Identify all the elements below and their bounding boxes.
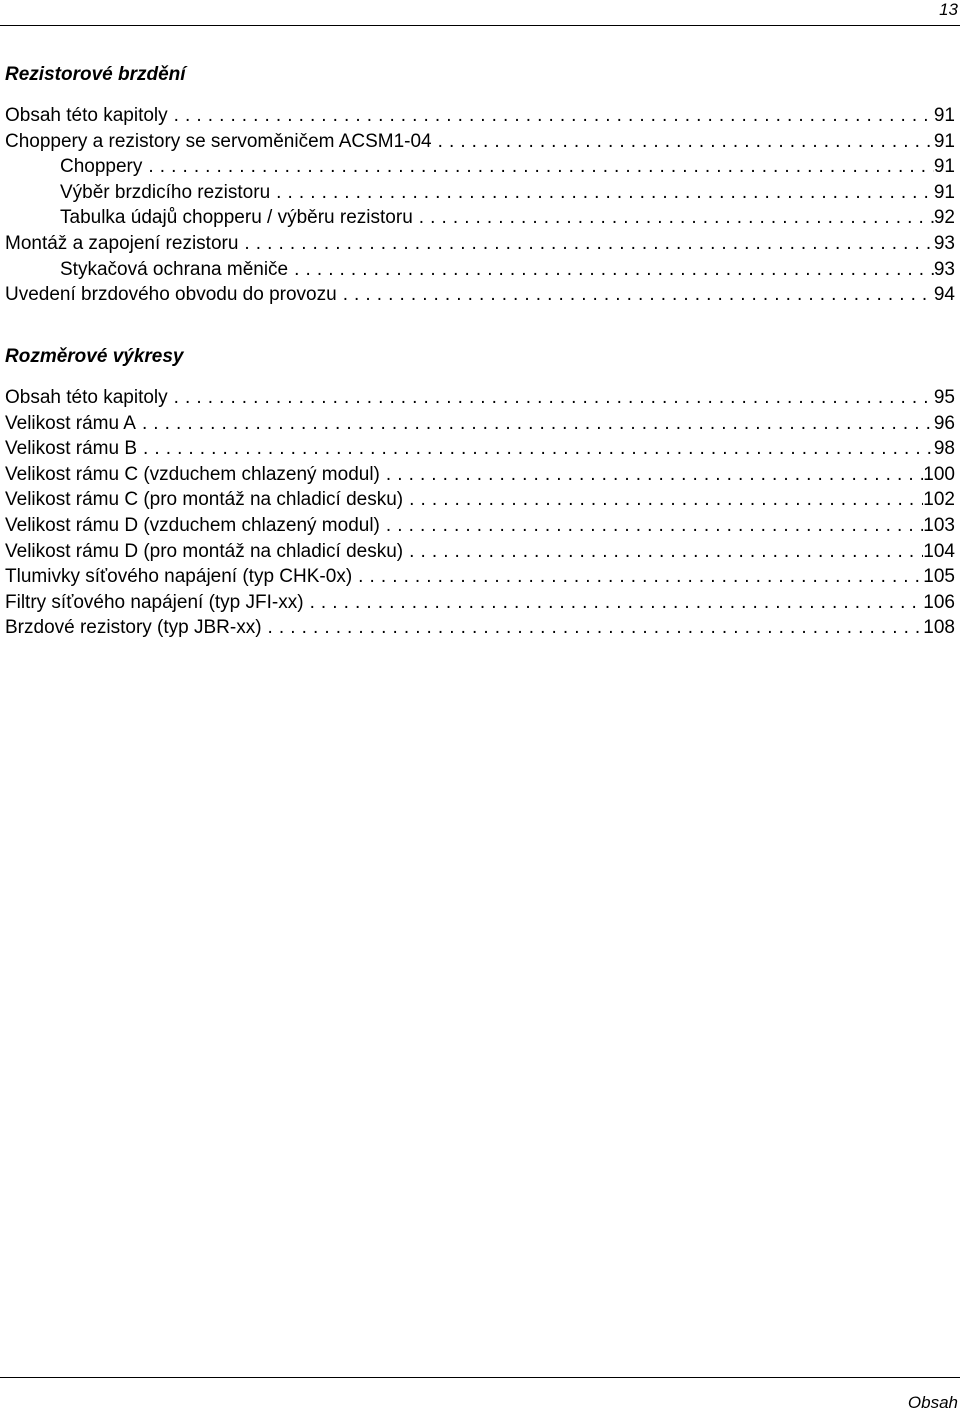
dot-leader bbox=[380, 462, 923, 488]
toc-entry-label: Velikost rámu C (pro montáž na chladicí desku) bbox=[5, 489, 404, 511]
toc-entry-page: 93 bbox=[933, 258, 955, 280]
toc-entry-label: Velikost rámu B bbox=[5, 438, 137, 460]
toc-entry-label: Stykačová ochrana měniče bbox=[60, 258, 289, 280]
toc-entry-label: Obsah této kapitoly bbox=[5, 387, 168, 408]
footer-label: Obsah bbox=[907, 1393, 958, 1412]
toc-entry-label: Výběr brzdicího rezistoru bbox=[60, 181, 271, 203]
toc-entry-page: 94 bbox=[933, 284, 955, 306]
toc-entry-label: Tlumivky síťového napájení (typ CHK-0x) bbox=[5, 566, 353, 588]
toc-entry-page: 103 bbox=[923, 514, 955, 536]
toc-entry-label: Velikost rámu D (pro montáž na chladicí desku) bbox=[5, 540, 404, 562]
toc-entry[interactable] bbox=[5, 231, 955, 257]
toc-entry-page: 91 bbox=[933, 181, 955, 203]
toc-entry-label: Brzdové rezistory (typ JBR-xx) bbox=[5, 617, 262, 639]
toc-entry-label: Velikost rámu A bbox=[5, 412, 136, 434]
toc-section-dimensions bbox=[5, 345, 955, 641]
dot-leader bbox=[380, 513, 923, 539]
toc-entry[interactable] bbox=[5, 103, 955, 129]
toc-entry[interactable] bbox=[5, 590, 955, 616]
dot-leader bbox=[413, 205, 934, 231]
toc-entry-page: 98 bbox=[933, 438, 955, 460]
toc-entry-label: Velikost rámu D (vzduchem chlazený modul) bbox=[5, 514, 380, 536]
footer-divider bbox=[0, 1377, 960, 1378]
toc-entry[interactable] bbox=[5, 411, 955, 437]
dot-leader bbox=[337, 282, 934, 308]
dot-leader bbox=[352, 564, 923, 590]
toc-list bbox=[5, 385, 955, 641]
toc-entry[interactable] bbox=[5, 129, 955, 155]
toc-entry[interactable] bbox=[5, 205, 955, 231]
toc-entry[interactable] bbox=[5, 282, 955, 308]
toc-entry-page: 102 bbox=[923, 489, 955, 511]
toc-entry-page: 106 bbox=[923, 591, 955, 613]
toc-entry-page: 108 bbox=[923, 617, 955, 639]
header-divider bbox=[0, 25, 960, 26]
toc-entry[interactable] bbox=[5, 154, 955, 180]
toc-entry-label: Montáž a zapojení rezistoru bbox=[5, 232, 239, 254]
toc-entry-label: Choppery a rezistory se servoměničem ACSM1-04 bbox=[5, 130, 432, 152]
toc-list bbox=[5, 103, 955, 308]
toc-entry[interactable] bbox=[5, 436, 955, 462]
toc-entry-label: Choppery bbox=[60, 156, 143, 178]
toc-entry[interactable] bbox=[5, 615, 955, 641]
toc-entry[interactable] bbox=[5, 564, 955, 590]
toc-entry-page: 91 bbox=[933, 130, 955, 152]
toc-entry-page: 104 bbox=[923, 540, 955, 562]
toc-entry-page: 91 bbox=[933, 156, 955, 178]
toc-entry[interactable] bbox=[5, 257, 955, 283]
toc-entry-label: Filtry síťového napájení (typ JFI-xx) bbox=[5, 591, 304, 613]
dot-leader bbox=[168, 385, 934, 411]
toc-entry-page: 92 bbox=[933, 207, 955, 229]
dot-leader bbox=[403, 487, 923, 513]
toc-section-braking bbox=[5, 63, 955, 308]
dot-leader bbox=[262, 615, 924, 641]
dot-leader bbox=[238, 231, 933, 257]
toc-entry-page: 105 bbox=[923, 566, 955, 588]
toc-entry-page: 96 bbox=[933, 412, 955, 434]
dot-leader bbox=[288, 257, 934, 283]
toc-entry[interactable] bbox=[5, 180, 955, 206]
dot-leader bbox=[168, 103, 934, 129]
dot-leader bbox=[136, 411, 934, 437]
toc-entry-page: 93 bbox=[933, 232, 955, 254]
toc-entry[interactable] bbox=[5, 539, 955, 565]
toc-entry[interactable] bbox=[5, 385, 955, 411]
dot-leader bbox=[403, 539, 923, 565]
dot-leader bbox=[137, 436, 934, 462]
toc-entry-label: Velikost rámu C (vzduchem chlazený modul) bbox=[5, 463, 380, 485]
dot-leader bbox=[432, 129, 934, 155]
toc-entry[interactable] bbox=[5, 462, 955, 488]
page-number: 13 bbox=[939, 0, 958, 19]
dot-leader bbox=[304, 590, 924, 616]
section-title: Rezistorové brzdění bbox=[5, 64, 186, 85]
toc-entry-label: Tabulka údajů chopperu / výběru rezistoru bbox=[60, 207, 413, 229]
toc-entry-page: 100 bbox=[923, 463, 955, 485]
dot-leader bbox=[142, 154, 933, 180]
toc-entry-label: Uvedení brzdového obvodu do provozu bbox=[5, 284, 337, 306]
toc-entry-page: 95 bbox=[933, 387, 955, 408]
dot-leader bbox=[270, 180, 934, 206]
toc-entry-page: 91 bbox=[933, 105, 955, 126]
toc-entry[interactable] bbox=[5, 513, 955, 539]
section-title: Rozměrové výkresy bbox=[5, 346, 184, 367]
toc-entry-label: Obsah této kapitoly bbox=[5, 105, 168, 126]
toc-entry[interactable] bbox=[5, 487, 955, 513]
